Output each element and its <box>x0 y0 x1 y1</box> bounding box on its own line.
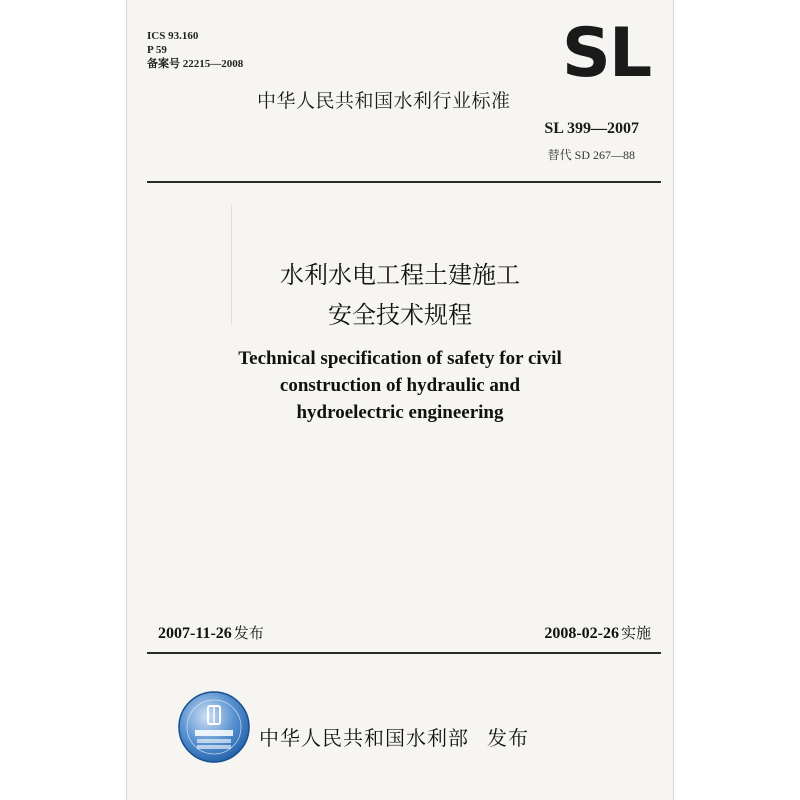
replaces-standard: 替代 SD 267—88 <box>547 148 635 162</box>
ics-code: ICS 93.160 <box>147 30 199 42</box>
sl-logo-icon <box>560 16 652 86</box>
effective-date-value: 2008-02-26 <box>544 625 619 642</box>
book-cover <box>126 0 674 800</box>
chinese-title-line-2: 安全技术规程 <box>328 301 472 329</box>
chinese-title <box>127 255 673 335</box>
issue-date-label: 发布 <box>233 624 264 642</box>
english-title <box>127 345 673 426</box>
publisher-verb: 发布 <box>487 726 529 750</box>
sl-logo-text: SL <box>561 16 651 86</box>
issue-date <box>158 622 264 643</box>
anti-counterfeit-seal-icon <box>177 690 251 764</box>
publisher <box>259 722 529 751</box>
english-title-line-1: Technical specification of safety for civil <box>238 348 562 369</box>
classification-block <box>147 29 243 71</box>
issue-date-value: 2007-11-26 <box>158 625 232 642</box>
english-title-line-2: construction of hydraulic and <box>279 375 521 396</box>
effective-date-label: 实施 <box>620 624 651 642</box>
effective-date <box>544 622 651 643</box>
top-divider <box>147 181 661 183</box>
industry-standard-title: 中华人民共和国水利行业标准 <box>257 90 511 112</box>
english-title-line-3: hydroelectric engineering <box>296 402 504 423</box>
category-code: P 59 <box>147 44 167 56</box>
chinese-title-line-1: 水利水电工程土建施工 <box>280 261 520 289</box>
record-number: 备案号 22215—2008 <box>147 58 244 70</box>
publisher-name: 中华人民共和国水利部 <box>259 726 469 750</box>
standard-number: SL 399—2007 <box>544 120 639 137</box>
bottom-divider <box>147 652 661 654</box>
